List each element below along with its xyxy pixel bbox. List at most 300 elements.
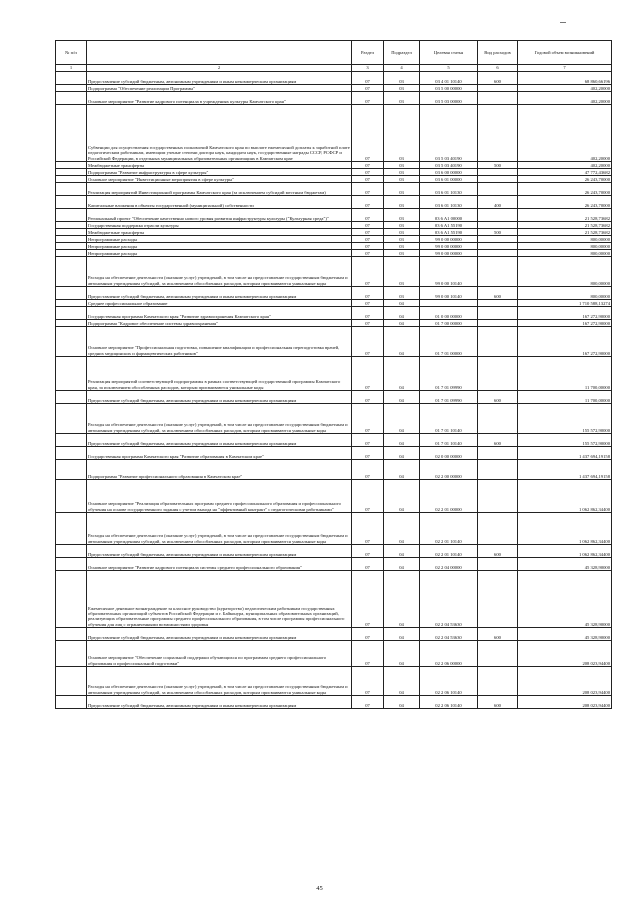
row-num-cell [56,169,87,176]
row-name-cell: Подпрограмма "Обеспечение реализации Программы" [87,85,352,92]
row-section-cell: 07 [352,196,384,209]
row-section-cell: 07 [352,222,384,229]
row-name-cell: Непрограммные расходы [87,243,352,250]
table-row [56,696,612,709]
table-row [56,327,612,357]
table-row [56,357,612,391]
row-type-cell [478,447,518,460]
row-target-cell: 99 0 00 00000 [420,250,478,257]
row-type-cell: 400 [478,196,518,209]
row-num-cell [56,176,87,183]
row-amount-cell: 402,20000 [518,162,612,169]
row-type-cell [478,667,518,696]
row-type-cell: 600 [478,72,518,85]
row-subsection-cell: 04 [384,628,420,641]
row-type-cell: 600 [478,391,518,404]
row-type-cell [478,307,518,320]
row-section-cell: 07 [352,176,384,183]
row-target-cell: 02 2 04 53630 [420,571,478,628]
row-type-cell: 500 [478,229,518,236]
row-amount-cell: 402,20000 [518,85,612,92]
row-type-cell [478,105,518,162]
header-num: № п/п [56,41,87,65]
row-num-cell [56,222,87,229]
row-subsection-cell: 04 [384,300,420,307]
row-section-cell: 07 [352,696,384,709]
row-section-cell: 07 [352,229,384,236]
colnum-7: 7 [518,65,612,72]
row-name-cell: Расходы на обеспечение деятельности (оказание услуг) учреждений, в том числе на предоставление государственным бюджетным и автономным учреждениям субсидий, за исключением обособленных расходов, которым присваиваются уникальные коды [87,404,352,434]
row-num-cell [56,300,87,307]
row-type-cell: 600 [478,696,518,709]
row-name-cell: Непрограммные расходы [87,250,352,257]
row-subsection-cell: 04 [384,513,420,545]
row-target-cell: 01 7 01 10140 [420,434,478,447]
row-subsection-cell: 04 [384,696,420,709]
table-row [56,447,612,460]
row-num-cell [56,667,87,696]
row-target-cell: 02 0 00 00000 [420,447,478,460]
row-num-cell [56,92,87,105]
row-type-cell [478,236,518,243]
row-name-cell: Расходы на обеспечение деятельности (оказание услуг) учреждений, в том числе на предоставление государственным бюджетным и автономным учреждениям субсидий, за исключением обособленных расходов, которым присваиваются уникальные коды [87,257,352,287]
row-amount-cell: 1 437 694,19158 [518,447,612,460]
row-subsection-cell: 03 [384,176,420,183]
table-row [56,229,612,236]
row-subsection-cell: 04 [384,641,420,667]
row-num-cell [56,243,87,250]
header-subsection: Подраздел [384,41,420,65]
row-amount-cell: 155 572,90000 [518,434,612,447]
table-row [56,72,612,85]
row-name-cell: Непрограммные расходы [87,236,352,243]
row-amount-cell: 11 700,00000 [518,391,612,404]
row-subsection-cell: 04 [384,480,420,513]
row-name-cell: Предоставление субсидий бюджетным, автономным учреждениям и иным некоммерческим организациям [87,696,352,709]
row-target-cell: 99 0 00 10140 [420,257,478,287]
row-type-cell [478,480,518,513]
row-type-cell [478,513,518,545]
table-row [56,85,612,92]
row-num-cell [56,229,87,236]
row-amount-cell: 800,00000 [518,236,612,243]
row-amount-cell: 402,20000 [518,92,612,105]
row-name-cell: Предоставление субсидий бюджетным, автономным учреждениям и иным некоммерческим организациям [87,72,352,85]
row-target-cell: 02 2 01 10140 [420,545,478,558]
table-row [56,641,612,667]
table-row [56,320,612,327]
row-section-cell: 07 [352,300,384,307]
row-type-cell [478,222,518,229]
row-target-cell: 03 6 01 10130 [420,196,478,209]
table-row [56,513,612,545]
row-num-cell [56,447,87,460]
row-name-cell: Подпрограмма "Развитие профессионального образования в Камчатском крае" [87,460,352,480]
table-row [56,222,612,229]
table-row [56,236,612,243]
row-target-cell: 03 4 01 10140 [420,72,478,85]
row-type-cell: 600 [478,628,518,641]
row-amount-cell: 21 528,73682 [518,229,612,236]
row-section-cell: 07 [352,667,384,696]
row-amount-cell: 208 023,94400 [518,641,612,667]
row-amount-cell: 1 710 588,13274 [518,300,612,307]
row-subsection-cell: 03 [384,250,420,257]
row-subsection-cell: 04 [384,357,420,391]
row-target-cell: 02 2 06 00000 [420,641,478,667]
row-name-cell: Основное мероприятие "Реализация образовательных программ среднего профессионального образования и профессионального обучения на основе государственного задания с учетом выхода на "эффективный контракт" с педагогическими работниками" [87,480,352,513]
row-section-cell: 07 [352,641,384,667]
row-target-cell: 03 6 01 00000 [420,176,478,183]
header-type: Вид расходов [478,41,518,65]
row-name-cell: Основное мероприятие "Развитие кадрового потенциала в учреждениях культуры Камчатского края" [87,92,352,105]
header-target: Целевая статья [420,41,478,65]
row-amount-cell: 167 272,90000 [518,307,612,320]
row-num-cell [56,257,87,287]
row-section-cell: 07 [352,628,384,641]
row-amount-cell: 167 272,90000 [518,320,612,327]
row-subsection-cell: 04 [384,545,420,558]
row-num-cell [56,183,87,196]
row-type-cell: 600 [478,545,518,558]
row-name-cell: Предоставление субсидий бюджетным, автономным учреждениям и иным некоммерческим организациям [87,545,352,558]
row-num-cell [56,327,87,357]
row-target-cell: 03 6 A1 55190 [420,229,478,236]
row-type-cell: 500 [478,162,518,169]
header-name [87,41,352,65]
row-amount-cell: 800,00000 [518,257,612,287]
row-target-cell: 01 7 01 09990 [420,391,478,404]
row-subsection-cell: 03 [384,85,420,92]
row-name-cell: Подпрограмма "Кадровое обеспечение системы здравоохранения" [87,320,352,327]
table-row [56,571,612,628]
header-amount: Годовой объем возникновений [518,41,612,65]
row-target-cell: 01 7 01 09990 [420,357,478,391]
row-num-cell [56,162,87,169]
row-subsection-cell: 04 [384,307,420,320]
row-name-cell: Основное мероприятие "Обеспечение социальной поддержки обучающихся по программам среднего профессионального образования и профессиональной подготовки" [87,641,352,667]
table-body [56,72,612,709]
row-subsection-cell: 03 [384,105,420,162]
row-subsection-cell: 03 [384,196,420,209]
row-subsection-cell: 04 [384,320,420,327]
colnum-2: 2 [87,65,352,72]
budget-page [55,40,611,709]
row-section-cell: 07 [352,243,384,250]
row-section-cell: 07 [352,287,384,300]
row-amount-cell: 68 860,66196 [518,72,612,85]
colnum-3: 3 [352,65,384,72]
table-row [56,92,612,105]
row-name-cell: Межбюджетные трансферты [87,162,352,169]
table-row [56,300,612,307]
row-name-cell: Расходы на обеспечение деятельности (оказание услуг) учреждений, в том числе на предоставление государственным бюджетным и автономным учреждениям субсидий, за исключением обособленных расходов, которым присваиваются уникальные коды [87,513,352,545]
row-subsection-cell: 04 [384,667,420,696]
row-num-cell [56,72,87,85]
row-amount-cell: 47 772,43682 [518,169,612,176]
header-section: Раздел [352,41,384,65]
row-amount-cell: 402,20000 [518,105,612,162]
table-row [56,169,612,176]
row-subsection-cell: 03 [384,236,420,243]
row-subsection-cell: 04 [384,558,420,571]
row-name-cell: Субвенции для осуществления государственных полномочий Камчатского края по выплате ежемесячной доплаты к заработной плате педагогическим работникам, имеющим ученые степени доктора наук, кандидата наук, государственные награды СССР, РСФСР и Российской Федерации, в отдельных муниципальных образовательных организациях в Камчатском крае [87,105,352,162]
row-amount-cell: 1 062 862,34400 [518,545,612,558]
row-section-cell: 07 [352,558,384,571]
row-amount-cell: 208 023,94400 [518,696,612,709]
table-row [56,287,612,300]
table-row [56,667,612,696]
table-row [56,162,612,169]
row-num-cell [56,434,87,447]
colnum-1: 1 [56,65,87,72]
row-num-cell [56,236,87,243]
row-subsection-cell: 04 [384,327,420,357]
row-type-cell [478,243,518,250]
row-name-cell: Ежемесячное денежное вознаграждение за классное руководство (кураторство) педагогическим работникам государственных образовательных организаций субъектов Российской Федерации и г. Байконура, муниципальных образовательных организаций, реализующих образовательные программы среднего профессионального образования, в том числе программы профессионального обучения для лиц с ограниченными возможностями здоровья [87,571,352,628]
row-subsection-cell: 03 [384,287,420,300]
row-num-cell [56,105,87,162]
row-target-cell: 02 2 06 10140 [420,696,478,709]
row-type-cell [478,641,518,667]
table-row [56,434,612,447]
row-section-cell: 07 [352,391,384,404]
row-subsection-cell: 03 [384,169,420,176]
row-amount-cell: 26 243,70000 [518,176,612,183]
row-section-cell: 07 [352,545,384,558]
row-subsection-cell: 04 [384,447,420,460]
row-type-cell [478,300,518,307]
row-subsection-cell: 03 [384,222,420,229]
row-type-cell: 600 [478,434,518,447]
row-num-cell [56,460,87,480]
row-section-cell: 07 [352,434,384,447]
row-num-cell [56,307,87,320]
row-name-cell: Государственная программа Камчатского края "Развитие здравоохранения Камчатского края" [87,307,352,320]
row-section-cell: 07 [352,307,384,320]
row-type-cell [478,169,518,176]
row-type-cell [478,327,518,357]
row-name-cell: Государственная поддержка отрасли культуры [87,222,352,229]
row-subsection-cell: 04 [384,391,420,404]
row-target-cell: 03 5 00 00000 [420,85,478,92]
row-type-cell: 600 [478,287,518,300]
row-target-cell: 03 6 01 10130 [420,183,478,196]
page-number: 45 [316,885,323,892]
row-amount-cell: 45 328,90000 [518,558,612,571]
row-subsection-cell: 03 [384,229,420,236]
row-target-cell: 01 0 00 00000 [420,307,478,320]
row-subsection-cell: 03 [384,257,420,287]
row-type-cell [478,92,518,105]
row-target-cell: 02 2 01 00000 [420,480,478,513]
table-row [56,628,612,641]
row-name-cell: Региональный проект "Обеспечение качественно нового уровня развития инфраструктуры культуры ("Культурная среда")" [87,209,352,222]
row-type-cell [478,209,518,222]
row-subsection-cell: 04 [384,434,420,447]
table-row [56,183,612,196]
row-amount-cell: 45 328,90000 [518,571,612,628]
row-name-cell: Предоставление субсидий бюджетным, автономным учреждениям и иным некоммерческим организациям [87,628,352,641]
row-amount-cell: 800,00000 [518,250,612,257]
row-num-cell [56,391,87,404]
table-row [56,558,612,571]
row-type-cell [478,404,518,434]
row-name-cell: Среднее профессиональное образование [87,300,352,307]
row-num-cell [56,558,87,571]
row-type-cell [478,460,518,480]
row-num-cell [56,287,87,300]
row-amount-cell: 1 062 862,34400 [518,480,612,513]
row-section-cell: 07 [352,250,384,257]
row-num-cell [56,641,87,667]
row-section-cell: 07 [352,460,384,480]
row-target-cell: 99 0 00 00000 [420,243,478,250]
row-num-cell [56,250,87,257]
row-target-cell: 01 7 01 00000 [420,327,478,357]
table-row [56,257,612,287]
row-name-cell: Реализация мероприятий соответствующей подпрограммы в рамках соответствующей государственной программы Камчатского края, за исключением обособленных расходов, которым присваиваются уникальные коды [87,357,352,391]
row-target-cell: 01 7 00 00000 [420,320,478,327]
table-row [56,480,612,513]
row-amount-cell: 11 700,00000 [518,357,612,391]
row-type-cell [478,571,518,628]
row-num-cell [56,209,87,222]
row-section-cell: 07 [352,209,384,222]
row-amount-cell: 1 437 694,19158 [518,460,612,480]
table-row [56,209,612,222]
row-subsection-cell: 03 [384,183,420,196]
row-name-cell: Предоставление субсидий бюджетным, автономным учреждениям и иным некоммерческим организациям [87,391,352,404]
row-subsection-cell: 04 [384,404,420,434]
row-num-cell [56,480,87,513]
row-amount-cell: 1 062 862,34400 [518,513,612,545]
scan-mark [560,22,566,23]
row-section-cell: 07 [352,480,384,513]
row-type-cell [478,558,518,571]
row-name-cell: Межбюджетные трансферты [87,229,352,236]
row-target-cell: 03 6 00 00000 [420,169,478,176]
row-section-cell: 07 [352,320,384,327]
row-section-cell: 07 [352,404,384,434]
row-target-cell: 99 0 00 00000 [420,236,478,243]
table-row [56,243,612,250]
row-amount-cell: 26 243,70000 [518,183,612,196]
row-section-cell: 07 [352,513,384,545]
row-target-cell: 02 2 04 00000 [420,558,478,571]
table-row [56,391,612,404]
row-num-cell [56,628,87,641]
column-number-row [56,65,612,72]
row-type-cell [478,85,518,92]
row-section-cell: 07 [352,571,384,628]
row-type-cell [478,250,518,257]
row-name-cell: Основное мероприятие "Инвестиционные мероприятия в сфере культуры" [87,176,352,183]
row-section-cell: 07 [352,183,384,196]
row-num-cell [56,357,87,391]
row-num-cell [56,571,87,628]
row-section-cell: 07 [352,162,384,169]
row-num-cell [56,320,87,327]
row-section-cell: 07 [352,72,384,85]
row-section-cell: 07 [352,169,384,176]
row-target-cell: 03 6 A1 55190 [420,222,478,229]
row-target-cell: 03 5 03 00000 [420,92,478,105]
row-target-cell: 02 2 00 00000 [420,460,478,480]
row-target-cell: 03 5 03 40190 [420,105,478,162]
row-subsection-cell: 04 [384,460,420,480]
row-amount-cell: 800,00000 [518,243,612,250]
colnum-5: 5 [420,65,478,72]
row-name-cell: Капитальные вложения в объекты государственной (муниципальной) собственности [87,196,352,209]
header-row [56,41,612,65]
colnum-6: 6 [478,65,518,72]
row-section-cell: 07 [352,257,384,287]
row-section-cell: 07 [352,92,384,105]
row-target-cell: 03 5 03 40190 [420,162,478,169]
row-type-cell [478,357,518,391]
row-target-cell [420,300,478,307]
row-section-cell: 07 [352,105,384,162]
table-row [56,105,612,162]
row-subsection-cell: 03 [384,72,420,85]
row-amount-cell: 21 528,73682 [518,209,612,222]
row-type-cell [478,320,518,327]
row-target-cell: 02 2 01 10140 [420,513,478,545]
row-num-cell [56,404,87,434]
row-target-cell: 03 6 A1 00000 [420,209,478,222]
table-row [56,460,612,480]
table-row [56,250,612,257]
row-target-cell: 01 7 01 10140 [420,404,478,434]
row-name-cell: Основное мероприятие "Профессиональная подготовка, повышение квалификации и профессиональная переподготовка врачей, средних медицинских и фармацевтических работников" [87,327,352,357]
row-amount-cell: 800,00000 [518,287,612,300]
table-row [56,404,612,434]
row-amount-cell: 167 272,90000 [518,327,612,357]
table-row [56,307,612,320]
row-subsection-cell: 04 [384,571,420,628]
row-num-cell [56,696,87,709]
row-subsection-cell: 03 [384,162,420,169]
row-section-cell: 07 [352,236,384,243]
row-subsection-cell: 03 [384,243,420,250]
row-num-cell [56,85,87,92]
row-name-cell: Предоставление субсидий бюджетным, автономным учреждениям и иным некоммерческим организациям [87,287,352,300]
row-num-cell [56,196,87,209]
row-amount-cell: 26 243,70000 [518,196,612,209]
budget-table [55,40,612,709]
row-num-cell [56,513,87,545]
row-name-cell: Подпрограмма "Развитие инфраструктуры в сфере культуры" [87,169,352,176]
row-name-cell: Реализация мероприятий Инвестиционной программы Камчатского края (за исключением субсидий местным бюджетам) [87,183,352,196]
row-subsection-cell: 03 [384,92,420,105]
table-row [56,176,612,183]
colnum-4: 4 [384,65,420,72]
row-amount-cell: 155 572,90000 [518,404,612,434]
row-section-cell: 07 [352,357,384,391]
row-type-cell [478,257,518,287]
row-section-cell: 07 [352,85,384,92]
row-type-cell [478,183,518,196]
row-section-cell: 07 [352,327,384,357]
row-name-cell: Предоставление субсидий бюджетным, автономным учреждениям и иным некоммерческим организациям [87,434,352,447]
row-amount-cell: 208 023,94400 [518,667,612,696]
row-name-cell: Расходы на обеспечение деятельности (оказание услуг) учреждений, в том числе на предоставление государственным бюджетным и автономным учреждениям субсидий, за исключением обособленных расходов, которым присваиваются уникальные коды [87,667,352,696]
row-target-cell: 99 0 00 10140 [420,287,478,300]
row-name-cell: Основное мероприятие "Развитие кадрового потенциала системы среднего профессионального образования" [87,558,352,571]
row-target-cell: 02 2 06 10140 [420,667,478,696]
row-subsection-cell: 03 [384,209,420,222]
